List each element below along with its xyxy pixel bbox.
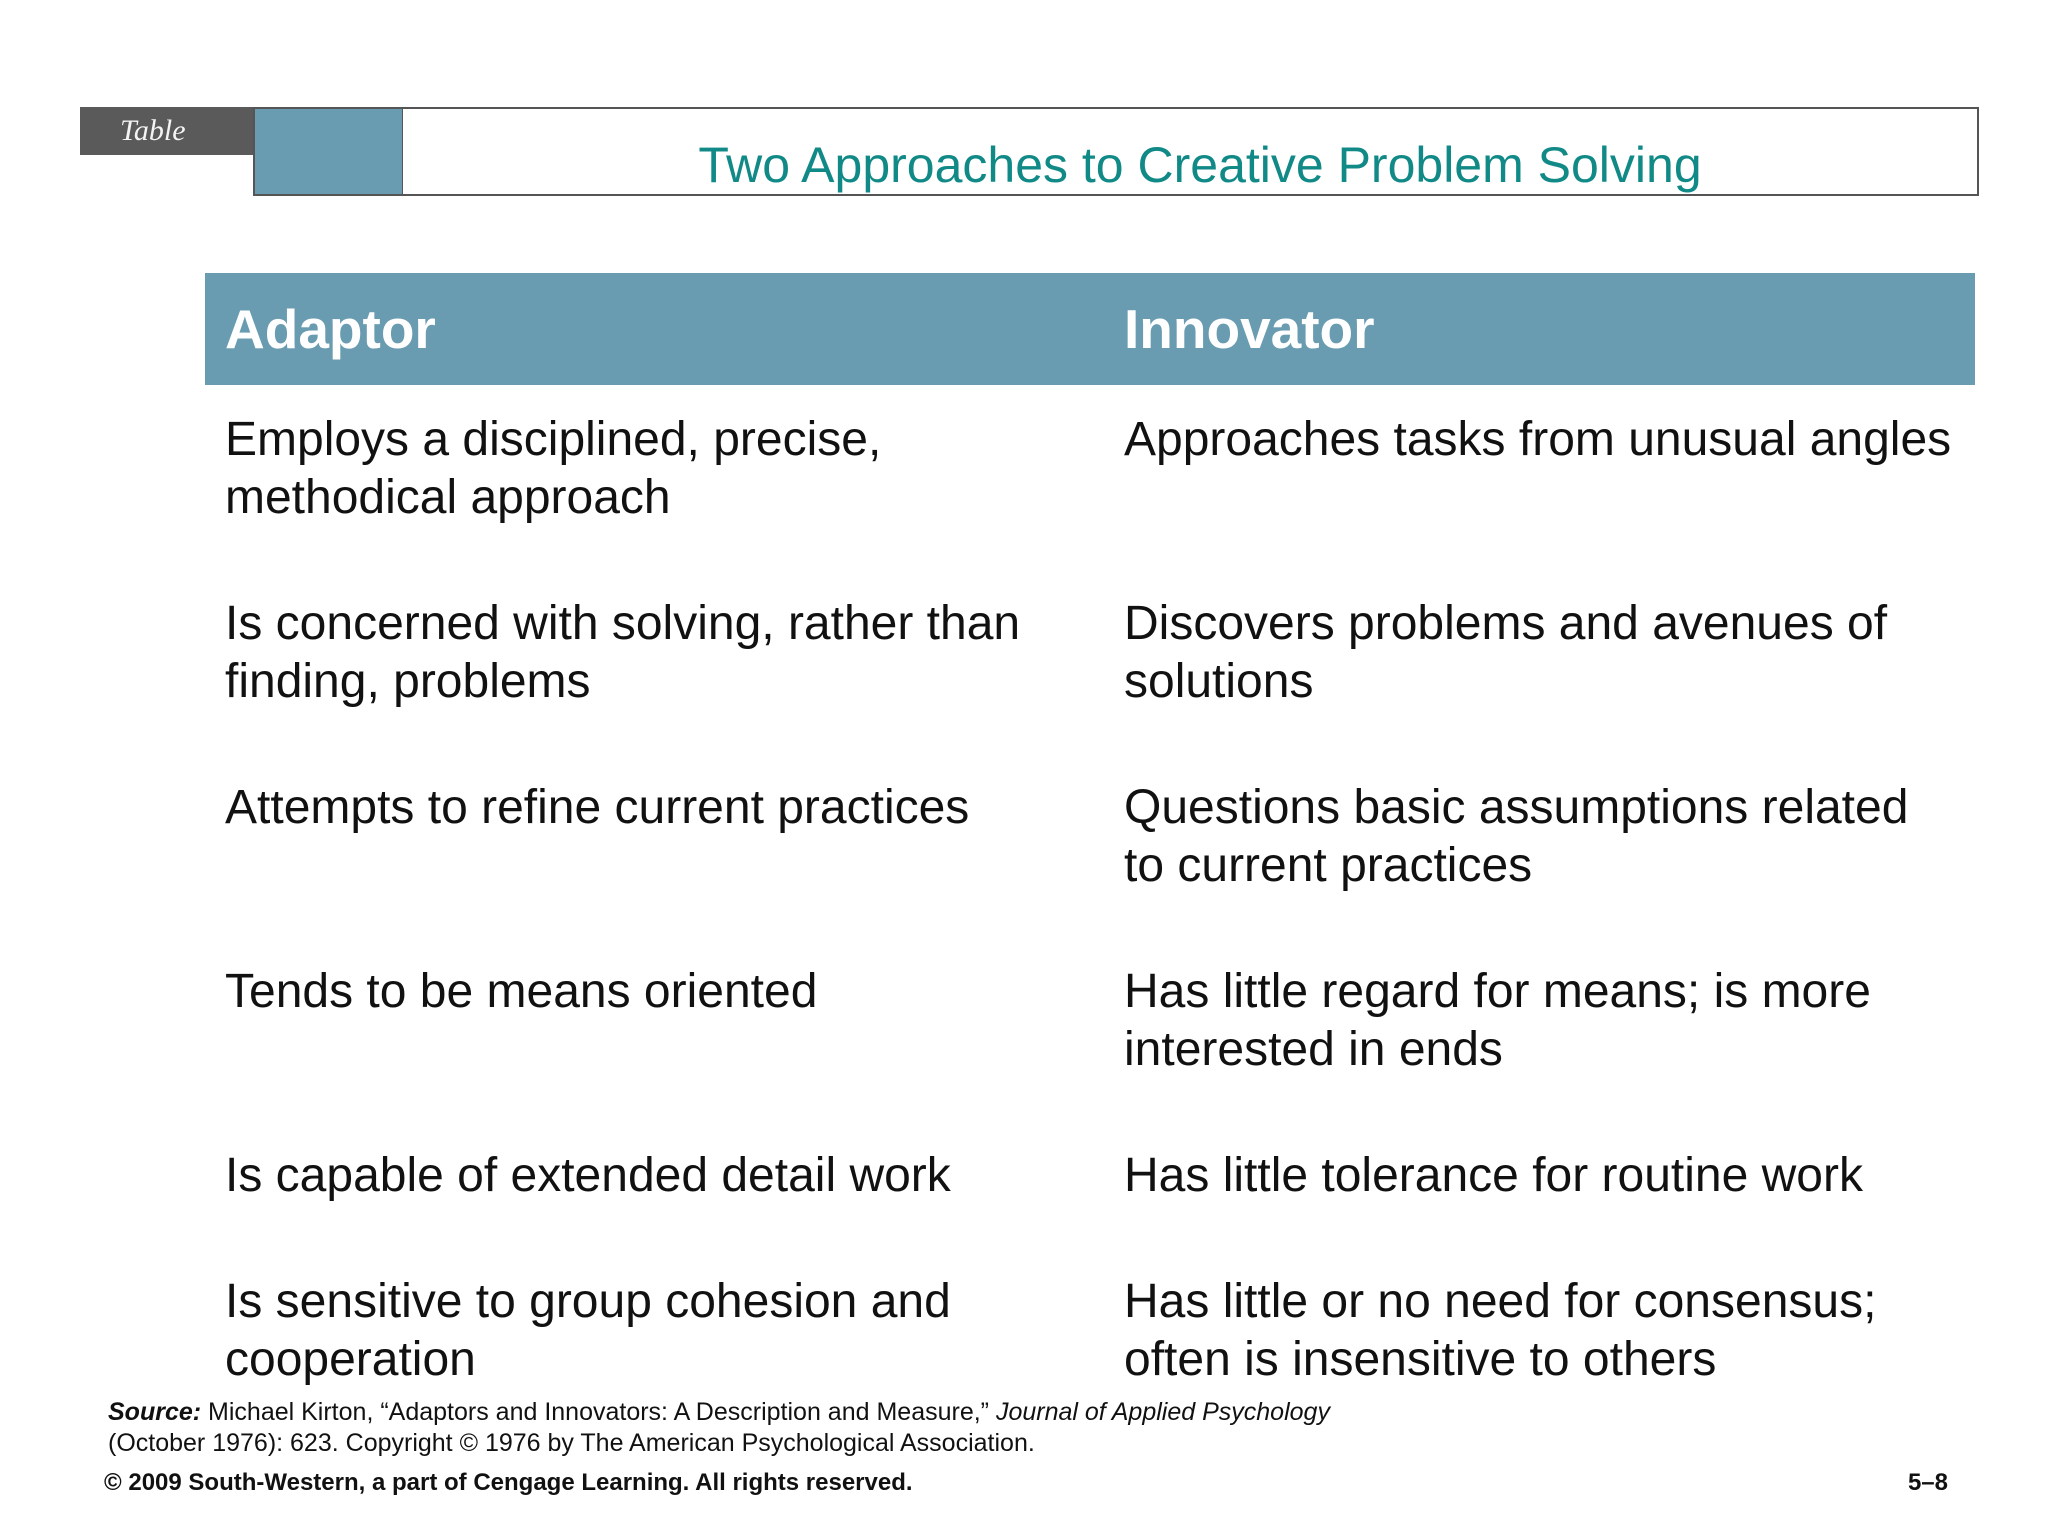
source-journal: Journal of Applied Psychology [995,1398,1330,1426]
innovator-cell: Approaches tasks from unusual angles [1124,413,1952,466]
adaptor-cell: Attempts to refine current practices [225,781,970,834]
source-text-1: Michael Kirton, “Adaptors and Innovators: A Description and Measure,” [201,1398,996,1426]
column-header-innovator: Innovator [1104,273,1975,385]
source-label: Source: [108,1398,202,1426]
adaptor-cell: Is capable of extended detail work [225,1149,951,1202]
source-text-2: (October 1976): 623. Copyright © 1976 by The American Psychological Association. [108,1429,1035,1457]
table-row [205,943,1975,1127]
innovator-cell: Has little regard for means; is more interested in ends [1124,965,1871,1076]
source-citation [108,1397,1408,1459]
copyright-notice: © 2009 South-Western, a part of Cengage Learning. All rights reserved. [104,1469,913,1496]
table-row [205,1127,1975,1253]
page-number: 5–8 [1907,1469,1948,1496]
slide-title: Two Approaches to Creative Problem Solving [698,137,1702,193]
column-header-adaptor: Adaptor [205,273,1104,385]
innovator-cell: Has little or no need for consensus; often is insensitive to others [1124,1275,1877,1386]
table-row [205,759,1975,943]
innovator-cell: Discovers problems and avenues of solutions [1124,597,1888,708]
innovator-cell: Has little tolerance for routine work [1124,1149,1863,1202]
title-box [403,107,1979,196]
adaptor-cell: Is concerned with solving, rather than finding, problems [225,597,1021,708]
adaptor-cell: Tends to be means oriented [225,965,818,1018]
innovator-cell: Questions basic assumptions related to current practices [1124,781,1909,892]
accent-block [253,107,404,196]
adaptor-cell: Is sensitive to group cohesion and cooperation [225,1275,951,1386]
comparison-table [205,273,1975,1437]
adaptor-cell: Employs a disciplined, precise, methodical approach [225,413,882,524]
table-row [205,575,1975,759]
table-row [205,385,1975,575]
table-tag: Table [80,107,254,155]
table-header-row [205,273,1975,385]
